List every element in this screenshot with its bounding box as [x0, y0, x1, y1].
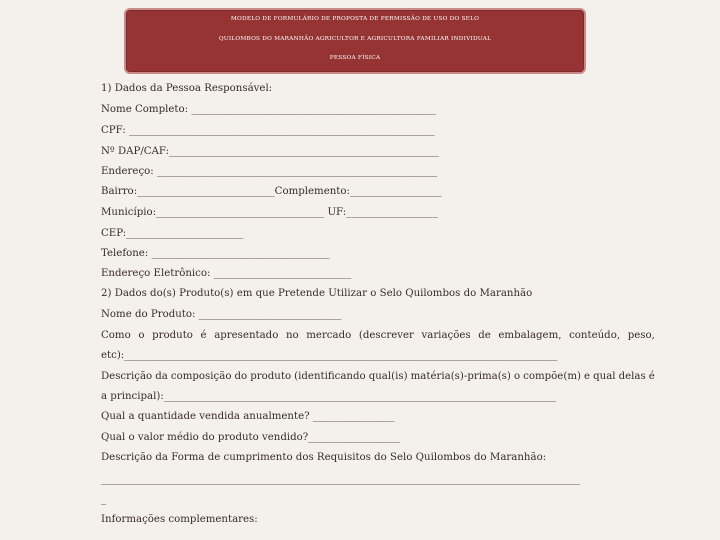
informacoes-complementares-label: Informações complementares:: [101, 514, 258, 525]
como-apresentado-question: [101, 330, 655, 341]
telefone-field[interactable]: Telefone: ___________________________________: [101, 248, 330, 259]
como-apresentado-field[interactable]: etc):_____________________________________________________________________________________: [101, 350, 558, 361]
descricao-word: da: [155, 371, 168, 382]
section-1-heading: 1) Dados da Pessoa Responsável:: [101, 83, 273, 94]
descricao-word: matéria(s)-prima(s): [410, 371, 511, 382]
descricao-word: produto: [250, 371, 292, 382]
descricao-word: compõe(m): [523, 371, 581, 382]
como-word: de: [478, 330, 491, 341]
descricao-word: composição: [170, 371, 232, 382]
descricao-composicao-field[interactable]: a principal):_____________________________________________________________________________: [101, 391, 556, 402]
nome-completo-field[interactable]: Nome Completo: ________________________________________________: [101, 104, 436, 115]
descricao-word: é: [648, 371, 655, 382]
como-word: peso,: [627, 330, 655, 341]
como-word: embalagem,: [498, 330, 562, 341]
title-line-2: QUILOMBOS DO MARANHÃO AGRICULTOR E AGRICULTORA FAMILIAR INDIVIDUAL: [218, 36, 492, 42]
endereco-field[interactable]: Endereço: _______________________________________________________: [101, 166, 438, 177]
como-word: (descrever: [358, 330, 414, 341]
email-field[interactable]: Endereço Eletrônico: ___________________________: [101, 268, 352, 279]
municipio-uf-field[interactable]: Município:_________________________________ UF:__________________: [101, 207, 438, 218]
valor-medio-field[interactable]: Qual o valor médio do produto vendido?__________________: [101, 432, 400, 443]
como-word: produto: [152, 330, 193, 341]
requisitos-answer-line[interactable]: ______________________________________________________________________________________________: [101, 474, 580, 485]
requisitos-answer-tail: _: [101, 494, 107, 505]
descricao-word: qual: [593, 371, 616, 382]
descricao-composicao-question: [101, 371, 655, 382]
requisitos-question: Descrição da Forma de cumprimento dos Requisitos do Selo Quilombos do Maranhão:: [101, 452, 547, 463]
como-word: é: [200, 330, 207, 341]
cep-field[interactable]: CEP:_______________________: [101, 228, 244, 239]
bairro-complemento-field[interactable]: Bairro:___________________________Complemento:__________________: [101, 186, 442, 197]
descricao-word: delas: [618, 371, 646, 382]
cpf-field[interactable]: CPF: ____________________________________________________________: [101, 125, 435, 136]
descricao-word: Descrição: [101, 371, 153, 382]
como-word: mercado: [306, 330, 352, 341]
descricao-word: qual(is): [368, 371, 408, 382]
como-word: o: [138, 330, 145, 341]
como-word: apresentado: [214, 330, 279, 341]
title-line-3: PESSOA FÍSICA: [329, 55, 381, 61]
como-word: no: [285, 330, 299, 341]
title-line-1: MODELO DE FORMULÁRIO DE PROPOSTA DE PERMISSÃO DE USO DO SELO: [230, 16, 480, 22]
descricao-word: e: [584, 371, 591, 382]
como-word: Como: [101, 330, 131, 341]
descricao-word: do: [234, 371, 248, 382]
form-title-banner: [124, 8, 586, 74]
como-word: variações: [421, 330, 471, 341]
descricao-word: (identificando: [294, 371, 366, 382]
nome-produto-field[interactable]: Nome do Produto: ____________________________: [101, 309, 342, 320]
section-2-heading: 2) Dados do(s) Produto(s) em que Pretende Utilizar o Selo Quilombos do Maranhão: [101, 288, 533, 299]
descricao-word: o: [513, 371, 521, 382]
como-word: conteúdo,: [569, 330, 621, 341]
quantidade-vendida-field[interactable]: Qual a quantidade vendida anualmente? ________________: [101, 411, 395, 422]
dap-caf-field[interactable]: Nº DAP/CAF:_____________________________________________________: [101, 146, 440, 157]
